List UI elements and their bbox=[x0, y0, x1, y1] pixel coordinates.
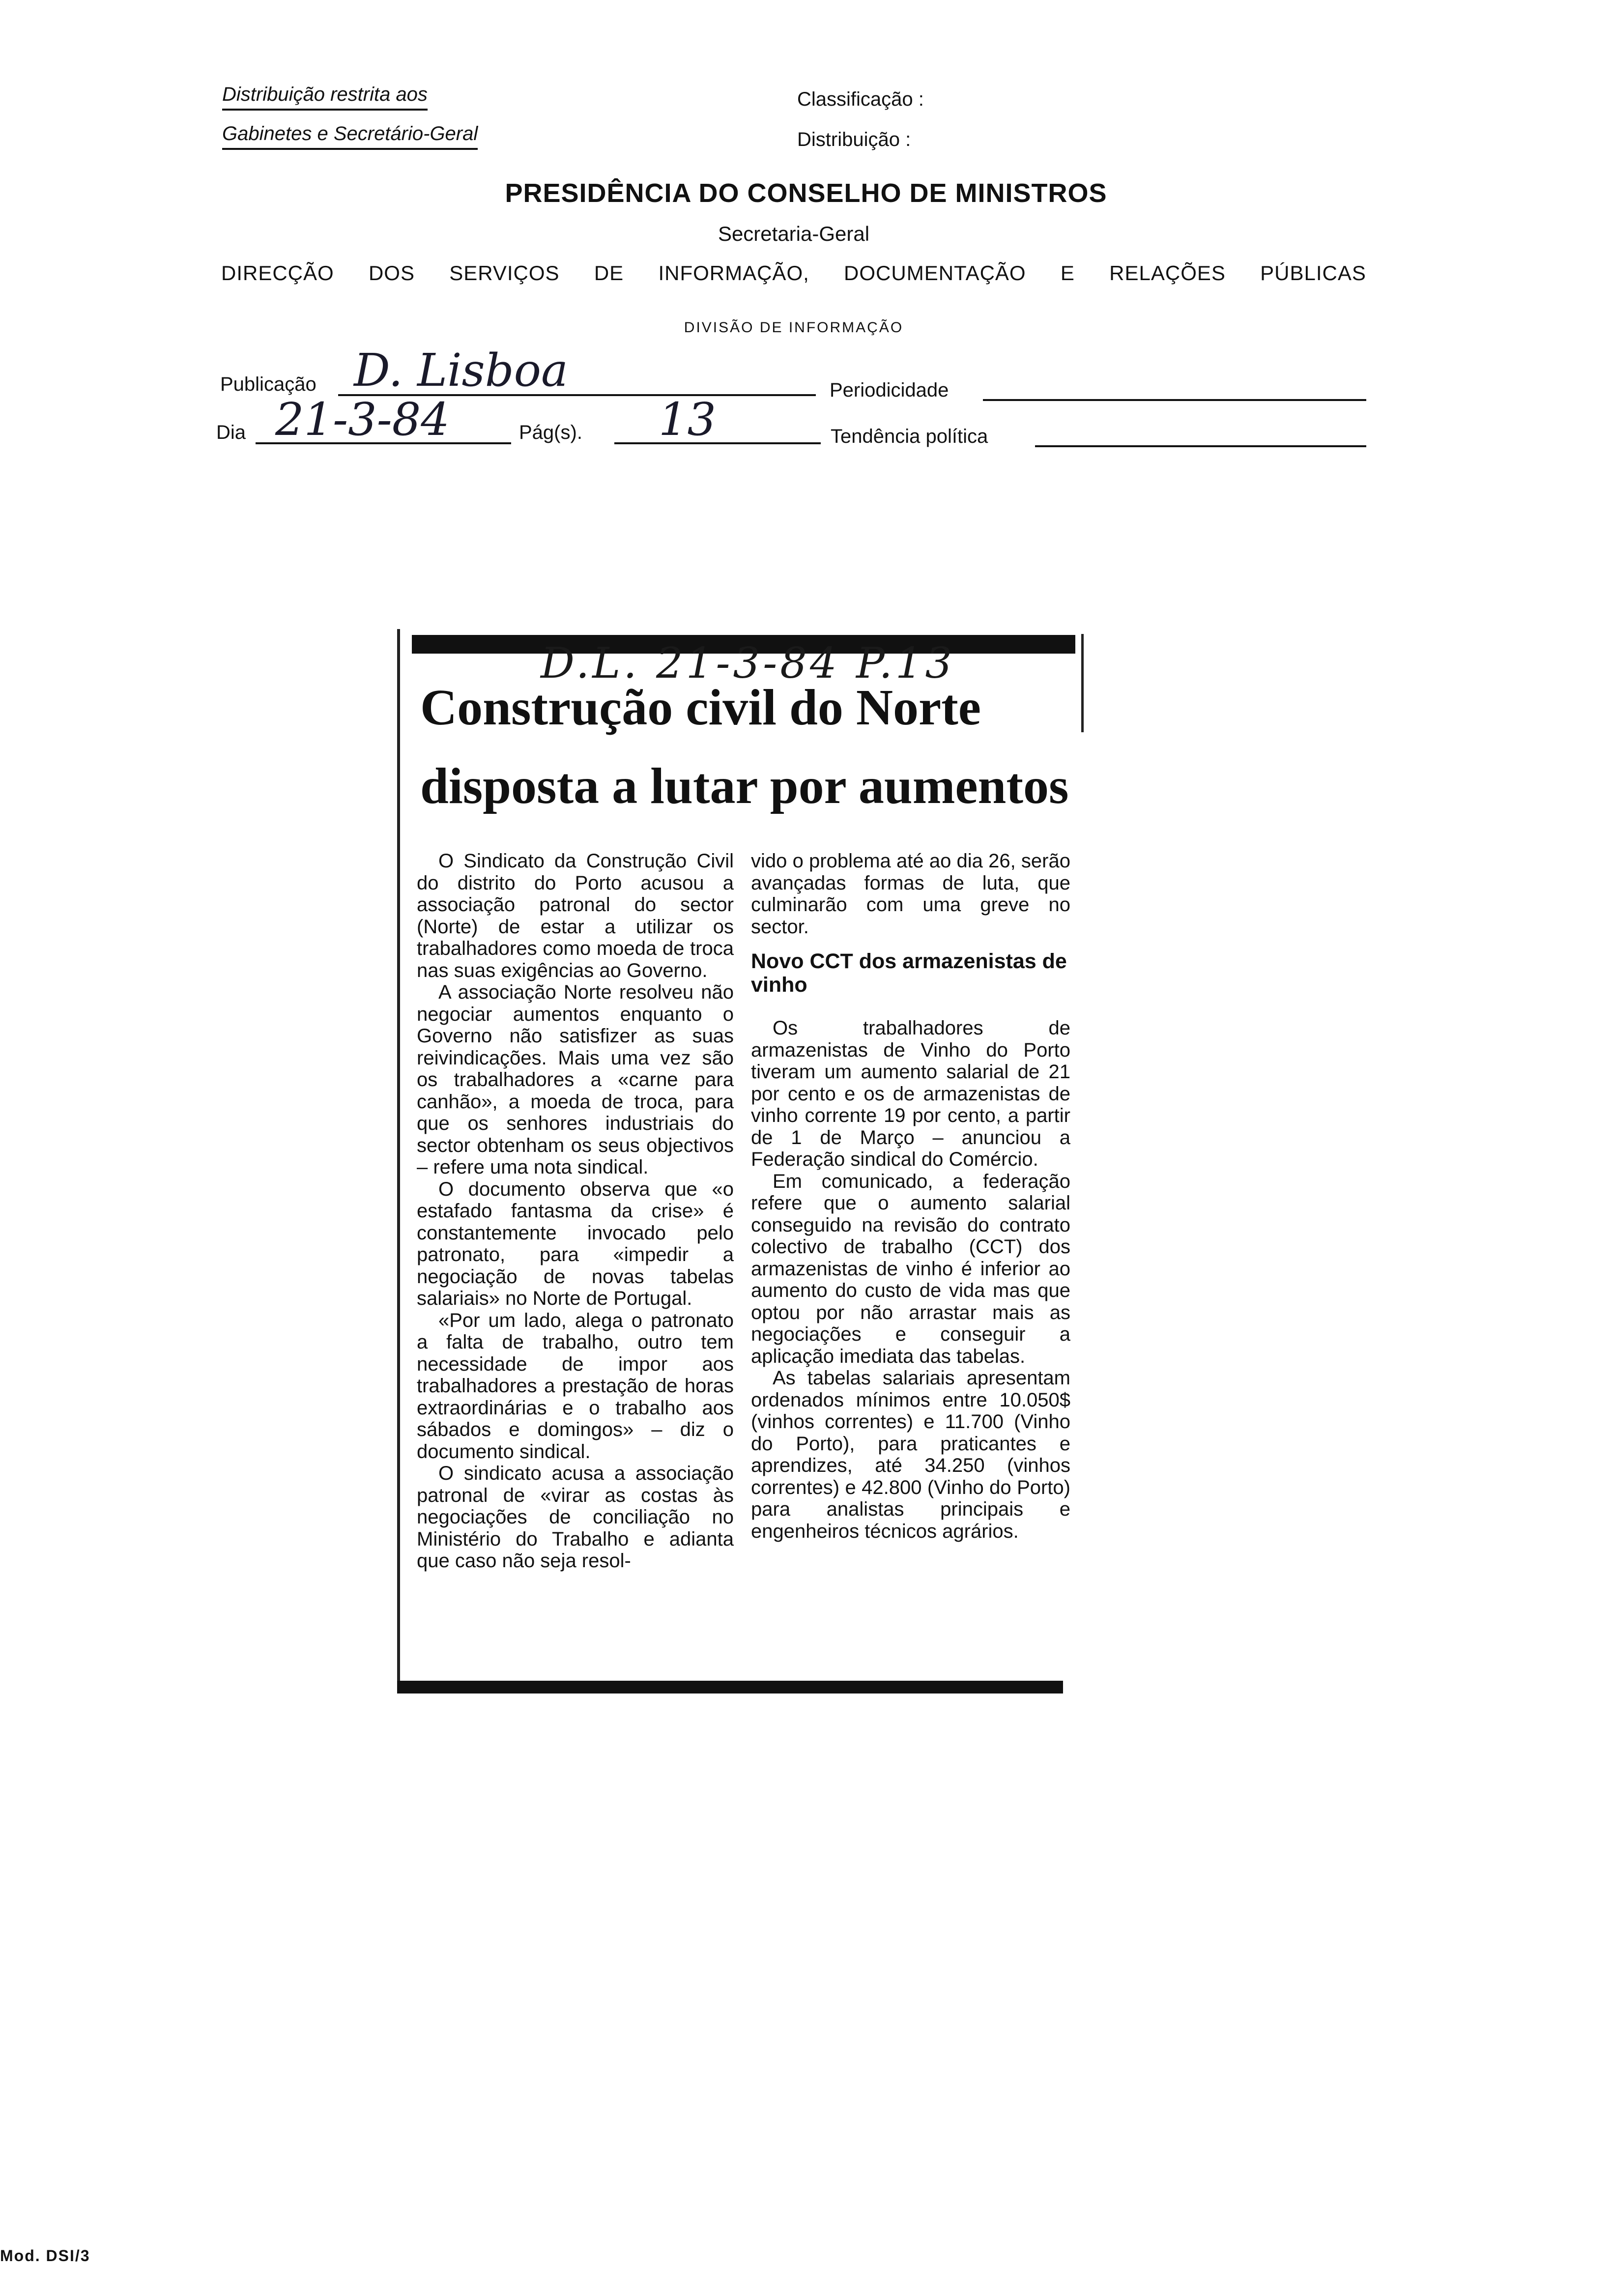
pages-handwritten: 13 bbox=[659, 393, 717, 446]
classification-label: Classificação : bbox=[797, 88, 924, 110]
paragraph: Em comunicado, a federação refere que o aumento salarial conseguido na revisão do contrato colectivo de trabalho (CCT) dos armazenistas de vinho é inferior ao aumento do custo de vida mas que optou por não arrastar mais as negociações e conseguir a aplicação imediata das tabelas. bbox=[751, 1170, 1070, 1367]
directorate-word: E bbox=[1060, 261, 1075, 285]
headline-line1: Construção civil do Norte bbox=[420, 679, 981, 736]
form-model-code: Mod. DSI/3 bbox=[0, 2247, 90, 2265]
publication-label: Publicação bbox=[220, 373, 317, 395]
division-label: DIVISÃO DE INFORMAÇÃO bbox=[684, 319, 904, 336]
directorate-word: SERVIÇOS bbox=[449, 261, 560, 285]
directorate-word: DOS bbox=[368, 261, 415, 285]
directorate-word: DIRECÇÃO bbox=[221, 261, 334, 285]
paragraph: As tabelas salariais apresentam ordenados mínimos entre 10.050$ (vinhos correntes) e 11.700 (Vinho do Porto), para praticantes e aprendizes, até 34.250 (vinhos correntes) e 42.800 (Vinho do Porto) para analistas principais e engenheiros técnicos agrários. bbox=[751, 1367, 1070, 1542]
pages-line bbox=[614, 442, 821, 444]
restricted-distribution-line1: Distribuição restrita aos bbox=[222, 84, 428, 111]
headline-line2: disposta a lutar por aumentos bbox=[420, 758, 1069, 814]
article-column-2 bbox=[751, 850, 1070, 1542]
clipping-frame-right bbox=[1081, 634, 1084, 732]
clipping-frame-left bbox=[397, 629, 400, 1691]
paragraph-continued: vido o problema até ao dia 26, serão avançadas formas de luta, que culminarão com uma greve no sector. bbox=[751, 850, 1070, 938]
paragraph: «Por um lado, alega o patronato a falta de trabalho, outro tem necessidade de impor aos trabalhadores a prestação de horas extraordinárias e o trabalho aos sábados e domingos» – diz o documento sindical. bbox=[417, 1309, 734, 1463]
directorate-word: INFORMAÇÃO, bbox=[658, 261, 809, 285]
restricted-distribution-line2: Gabinetes e Secretário-Geral bbox=[222, 123, 478, 150]
directorate-word: DE bbox=[594, 261, 624, 285]
article-column-1 bbox=[417, 850, 734, 1572]
political-tendency-label: Tendência política bbox=[831, 426, 988, 447]
publication-handwritten: D. Lisboa bbox=[354, 344, 568, 397]
periodicity-label: Periodicidade bbox=[830, 379, 949, 401]
pages-label: Pág(s). bbox=[519, 422, 582, 443]
clipping-bottom-rule bbox=[397, 1681, 1063, 1693]
directorate-word: DOCUMENTAÇÃO bbox=[844, 261, 1026, 285]
day-handwritten: 21-3-84 bbox=[275, 393, 450, 446]
day-label: Dia bbox=[216, 422, 246, 443]
directorate-line bbox=[221, 261, 1366, 285]
article-headline bbox=[420, 668, 1069, 826]
page-subtitle: Secretaria-Geral bbox=[718, 222, 870, 245]
page-title: PRESIDÊNCIA DO CONSELHO DE MINISTROS bbox=[505, 178, 1107, 208]
periodicity-line bbox=[983, 399, 1366, 401]
political-tendency-line bbox=[1035, 445, 1366, 447]
directorate-word: PÚBLICAS bbox=[1260, 261, 1366, 285]
paragraph: Os trabalhadores de armazenistas de Vinho do Porto tiveram um aumento salarial de 21 por cento e os de armazenistas de vinho corrente 19 por cento, a partir de 1 de Março – anunciou a Federação sindical do Comércio. bbox=[751, 1017, 1070, 1170]
handwritten-annotation: D.L. 21-3-84 P.13 bbox=[541, 639, 955, 688]
distribution-label: Distribuição : bbox=[797, 129, 911, 150]
paragraph: A associação Norte resolveu não negociar aumentos enquanto o Governo não satisfizer as suas reivindicações. Mais uma vez são os trabalhadores a «carne para canhão», a moeda de troca, para que os senhores industriais do sector obtenham os seus objectivos – refere uma nota sindical. bbox=[417, 981, 734, 1178]
article-subheading: Novo CCT dos armazenistas de vinho bbox=[751, 949, 1067, 997]
paragraph: O sindicato acusa a associação patronal de «virar as costas às negociações de conciliação no Ministério do Trabalho e adianta que caso não seja resol- bbox=[417, 1463, 734, 1572]
paragraph: O documento observa que «o estafado fantasma da crise» é constantemente invocado pelo patronato, para «impedir a negociação de novas tabelas salariais» no Norte de Portugal. bbox=[417, 1178, 734, 1309]
directorate-word: RELAÇÕES bbox=[1109, 261, 1226, 285]
paragraph: O Sindicato da Construção Civil do distrito do Porto acusou a associação patronal do sector (Norte) de estar a utilizar os trabalhadores como moeda de troca nas suas exigências ao Governo. bbox=[417, 850, 734, 981]
